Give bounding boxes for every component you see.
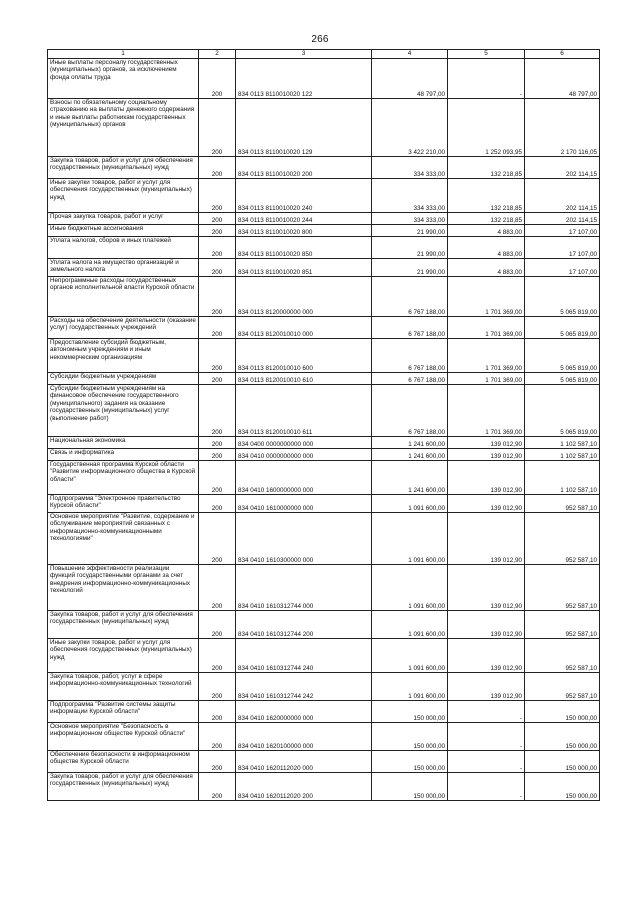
row-admin-code: 200: [199, 701, 236, 723]
row-name: Субсидии бюджетным учреждениям на финансовое обеспечение государственного (муниципального) задания на оказание государственных (муниципальных) услуг (выполнение работ): [48, 385, 199, 437]
row-admin-code: 200: [199, 449, 236, 461]
row-unexecuted-amount: 202 114,15: [525, 157, 600, 179]
row-unexecuted-amount: 952 587,10: [525, 673, 600, 701]
row-approved-amount: 150 000,00: [372, 723, 448, 751]
row-admin-code: 200: [199, 513, 236, 565]
row-budget-code: 834 0410 1620112020 000: [236, 751, 372, 773]
row-approved-amount: 150 000,00: [372, 773, 448, 801]
row-approved-amount: 1 091 600,00: [372, 639, 448, 673]
row-admin-code: 200: [199, 773, 236, 801]
row-executed-amount: 4 883,00: [448, 259, 525, 277]
row-executed-amount: 1 701 369,00: [448, 277, 525, 317]
row-budget-code: 834 0113 8110010020 244: [236, 213, 372, 225]
table-row: [48, 385, 600, 437]
row-admin-code: 200: [199, 495, 236, 513]
row-admin-code: 200: [199, 611, 236, 639]
row-budget-code: 834 0410 0000000000 000: [236, 449, 372, 461]
table-row: [48, 773, 600, 801]
row-budget-code: 834 0400 0000000000 000: [236, 437, 372, 449]
table-row: [48, 565, 600, 611]
row-name: Иные закупки товаров, работ и услуг для обеспечения государственных (муниципальных) нужд: [48, 639, 199, 673]
row-executed-amount: 1 252 093,95: [448, 99, 525, 157]
row-unexecuted-amount: 48 797,00: [525, 59, 600, 99]
row-admin-code: 200: [199, 751, 236, 773]
row-approved-amount: 6 767 188,00: [372, 339, 448, 373]
row-name: Закупка товаров, работ и услуг для обеспечения государственных (муниципальных) нужд: [48, 157, 199, 179]
row-executed-amount: 1 701 369,00: [448, 385, 525, 437]
row-approved-amount: 6 767 188,00: [372, 317, 448, 339]
table-row: [48, 495, 600, 513]
row-budget-code: 834 0113 8110010020 240: [236, 179, 372, 213]
row-unexecuted-amount: 2 170 116,05: [525, 99, 600, 157]
row-budget-code: 834 0113 8110010020 851: [236, 259, 372, 277]
row-executed-amount: 139 012,90: [448, 673, 525, 701]
row-name: Непрограммные расходы государственных органов исполнительной власти Курской области: [48, 277, 199, 317]
header-row: [48, 50, 600, 59]
row-admin-code: 200: [199, 259, 236, 277]
table-row: [48, 639, 600, 673]
row-unexecuted-amount: 5 065 819,00: [525, 277, 600, 317]
row-budget-code: 834 0113 8120010010 610: [236, 373, 372, 385]
row-approved-amount: 1 091 600,00: [372, 495, 448, 513]
row-executed-amount: 132 218,85: [448, 213, 525, 225]
row-executed-amount: 4 883,00: [448, 237, 525, 259]
row-unexecuted-amount: 1 102 587,10: [525, 449, 600, 461]
row-approved-amount: 150 000,00: [372, 751, 448, 773]
row-admin-code: 200: [199, 437, 236, 449]
row-budget-code: 834 0113 8110010020 850: [236, 237, 372, 259]
header-col-5: 5: [448, 50, 525, 59]
header-col-3: 3: [236, 50, 372, 59]
table-row: [48, 373, 600, 385]
row-admin-code: 200: [199, 237, 236, 259]
row-approved-amount: 21 990,00: [372, 225, 448, 237]
row-approved-amount: 1 091 600,00: [372, 513, 448, 565]
row-name: Иные закупки товаров, работ и услуг для обеспечения государственных (муниципальных) нужд: [48, 179, 199, 213]
row-executed-amount: 139 012,90: [448, 461, 525, 495]
row-approved-amount: 334 333,00: [372, 157, 448, 179]
row-budget-code: 834 0113 8110010020 200: [236, 157, 372, 179]
row-admin-code: 200: [199, 277, 236, 317]
row-name: Взносы по обязательному социальному страхованию на выплаты денежного содержания и иные выплаты работникам государственных (муниципальных) органов: [48, 99, 199, 157]
row-unexecuted-amount: 17 107,00: [525, 237, 600, 259]
row-executed-amount: -: [448, 701, 525, 723]
header-col-2: 2: [199, 50, 236, 59]
table-row: [48, 437, 600, 449]
budget-table: [47, 49, 600, 801]
row-name: Иные бюджетные ассигнования: [48, 225, 199, 237]
row-executed-amount: -: [448, 773, 525, 801]
row-unexecuted-amount: 5 065 819,00: [525, 317, 600, 339]
row-admin-code: 200: [199, 59, 236, 99]
row-admin-code: 200: [199, 565, 236, 611]
row-budget-code: 834 0410 1620000000 000: [236, 701, 372, 723]
table-row: [48, 723, 600, 751]
row-executed-amount: 139 012,90: [448, 495, 525, 513]
row-executed-amount: -: [448, 751, 525, 773]
header-col-4: 4: [372, 50, 448, 59]
table-row: [48, 225, 600, 237]
row-admin-code: 200: [199, 339, 236, 373]
row-admin-code: 200: [199, 385, 236, 437]
row-name: Иные выплаты персоналу государственных (муниципальных) органов, за исключением фонда оплаты труда: [48, 59, 199, 99]
row-budget-code: 834 0410 1610312744 000: [236, 565, 372, 611]
row-approved-amount: 1 241 600,00: [372, 449, 448, 461]
row-name: Национальная экономика: [48, 437, 199, 449]
row-approved-amount: 21 990,00: [372, 259, 448, 277]
row-executed-amount: 139 012,90: [448, 611, 525, 639]
row-admin-code: 200: [199, 213, 236, 225]
row-approved-amount: 6 767 188,00: [372, 385, 448, 437]
row-budget-code: 834 0410 1610312744 240: [236, 639, 372, 673]
row-budget-code: 834 0113 8120010010 600: [236, 339, 372, 373]
row-unexecuted-amount: 5 065 819,00: [525, 339, 600, 373]
table-row: [48, 99, 600, 157]
row-budget-code: 834 0410 1610300000 000: [236, 513, 372, 565]
row-admin-code: 200: [199, 373, 236, 385]
table-row: [48, 317, 600, 339]
row-unexecuted-amount: 202 114,15: [525, 179, 600, 213]
table-row: [48, 513, 600, 565]
row-approved-amount: 150 000,00: [372, 701, 448, 723]
row-approved-amount: 1 091 600,00: [372, 565, 448, 611]
row-budget-code: 834 0113 8110010020 129: [236, 99, 372, 157]
row-unexecuted-amount: 952 587,10: [525, 495, 600, 513]
table-row: [48, 701, 600, 723]
row-unexecuted-amount: 202 114,15: [525, 213, 600, 225]
row-approved-amount: 48 797,00: [372, 59, 448, 99]
row-budget-code: 834 0410 1610312744 200: [236, 611, 372, 639]
row-admin-code: 200: [199, 639, 236, 673]
table-row: [48, 277, 600, 317]
row-admin-code: 200: [199, 99, 236, 157]
row-name: Подпрограмма "Электронное правительство Курской области": [48, 495, 199, 513]
row-name: Прочая закупка товаров, работ и услуг: [48, 213, 199, 225]
row-name: Закупка товаров, работ и услуг для обеспечения государственных (муниципальных) нужд: [48, 773, 199, 801]
row-executed-amount: -: [448, 59, 525, 99]
row-executed-amount: 139 012,90: [448, 437, 525, 449]
row-budget-code: 834 0410 1610312744 242: [236, 673, 372, 701]
row-name: Государственная программа Курской области "Развитие информационного общества в Курской области": [48, 461, 199, 495]
row-admin-code: 200: [199, 317, 236, 339]
row-name: Связь и информатика: [48, 449, 199, 461]
table-row: [48, 59, 600, 99]
row-unexecuted-amount: 150 000,00: [525, 751, 600, 773]
row-name: Основное мероприятие "Развитие, содержание и обслуживание мероприятий связанных с информационно-коммуникационными технологиями": [48, 513, 199, 565]
row-unexecuted-amount: 150 000,00: [525, 723, 600, 751]
row-budget-code: 834 0410 1610000000 000: [236, 495, 372, 513]
row-admin-code: 200: [199, 723, 236, 751]
page-number: 266: [311, 34, 329, 45]
row-approved-amount: 1 241 600,00: [372, 437, 448, 449]
row-unexecuted-amount: 952 587,10: [525, 639, 600, 673]
row-unexecuted-amount: 1 102 587,10: [525, 437, 600, 449]
row-approved-amount: 1 091 600,00: [372, 673, 448, 701]
row-unexecuted-amount: 17 107,00: [525, 225, 600, 237]
row-unexecuted-amount: 17 107,00: [525, 259, 600, 277]
row-name: Подпрограмма "Развитие системы защиты информации Курской области": [48, 701, 199, 723]
table-body: [48, 59, 600, 801]
row-unexecuted-amount: 952 587,10: [525, 565, 600, 611]
table-row: [48, 157, 600, 179]
row-unexecuted-amount: 150 000,00: [525, 773, 600, 801]
row-budget-code: 834 0113 8120000000 000: [236, 277, 372, 317]
row-approved-amount: 6 767 188,00: [372, 373, 448, 385]
row-name: Обеспечение безопасности в информационном обществе Курской области: [48, 751, 199, 773]
row-executed-amount: -: [448, 723, 525, 751]
row-budget-code: 834 0113 8120010010 611: [236, 385, 372, 437]
table-row: [48, 179, 600, 213]
row-approved-amount: 334 333,00: [372, 213, 448, 225]
row-admin-code: 200: [199, 179, 236, 213]
header-col-6: 6: [525, 50, 600, 59]
row-admin-code: 200: [199, 461, 236, 495]
row-name: Уплата налогов, сборов и иных платежей: [48, 237, 199, 259]
row-executed-amount: 1 701 369,00: [448, 317, 525, 339]
row-executed-amount: 132 218,85: [448, 157, 525, 179]
row-executed-amount: 1 701 369,00: [448, 339, 525, 373]
row-approved-amount: 334 333,00: [372, 179, 448, 213]
table-row: [48, 339, 600, 373]
row-budget-code: 834 0410 1620112020 200: [236, 773, 372, 801]
row-approved-amount: 1 241 600,00: [372, 461, 448, 495]
row-unexecuted-amount: 5 065 819,00: [525, 385, 600, 437]
table-row: [48, 213, 600, 225]
row-budget-code: 834 0113 8110010020 800: [236, 225, 372, 237]
row-admin-code: 200: [199, 157, 236, 179]
table-row: [48, 611, 600, 639]
row-executed-amount: 132 218,85: [448, 179, 525, 213]
row-budget-code: 834 0113 8110010020 122: [236, 59, 372, 99]
row-executed-amount: 139 012,90: [448, 449, 525, 461]
row-approved-amount: 3 422 210,00: [372, 99, 448, 157]
row-approved-amount: 21 990,00: [372, 237, 448, 259]
row-admin-code: 200: [199, 225, 236, 237]
table-row: [48, 461, 600, 495]
row-unexecuted-amount: 952 587,10: [525, 513, 600, 565]
row-name: Закупка товаров, работ и услуг для обеспечения государственных (муниципальных) нужд: [48, 611, 199, 639]
row-unexecuted-amount: 952 587,10: [525, 611, 600, 639]
table-row: [48, 259, 600, 277]
row-approved-amount: 1 091 600,00: [372, 611, 448, 639]
table-row: [48, 237, 600, 259]
row-name: Закупка товаров, работ, услуг в сфере информационно-коммуникационных технологий: [48, 673, 199, 701]
row-name: Расходы на обеспечение деятельности (оказание услуг) государственных учреждений: [48, 317, 199, 339]
row-name: Повышение эффективности реализации функций государственными органами за счет внедрения информационно-коммуникационных технологий: [48, 565, 199, 611]
row-name: Уплата налога на имущество организаций и земельного налога: [48, 259, 199, 277]
row-admin-code: 200: [199, 673, 236, 701]
row-executed-amount: 139 012,90: [448, 513, 525, 565]
row-executed-amount: 139 012,90: [448, 565, 525, 611]
row-approved-amount: 6 767 188,00: [372, 277, 448, 317]
row-name: Основное мероприятие "Безопасность в информационном обществе Курской области": [48, 723, 199, 751]
row-name: Субсидии бюджетным учреждениям: [48, 373, 199, 385]
row-name: Предоставление субсидий бюджетным, автономным учреждениям и иным некоммерческим организациям: [48, 339, 199, 373]
row-budget-code: 834 0410 1600000000 000: [236, 461, 372, 495]
row-unexecuted-amount: 5 065 819,00: [525, 373, 600, 385]
row-budget-code: 834 0113 8120010010 000: [236, 317, 372, 339]
row-executed-amount: 1 701 369,00: [448, 373, 525, 385]
table-row: [48, 751, 600, 773]
row-executed-amount: 4 883,00: [448, 225, 525, 237]
row-unexecuted-amount: 150 000,00: [525, 701, 600, 723]
row-executed-amount: 139 012,90: [448, 639, 525, 673]
row-budget-code: 834 0410 1620100000 000: [236, 723, 372, 751]
header-col-1: 1: [48, 50, 199, 59]
table-row: [48, 673, 600, 701]
table-row: [48, 449, 600, 461]
row-unexecuted-amount: 1 102 587,10: [525, 461, 600, 495]
